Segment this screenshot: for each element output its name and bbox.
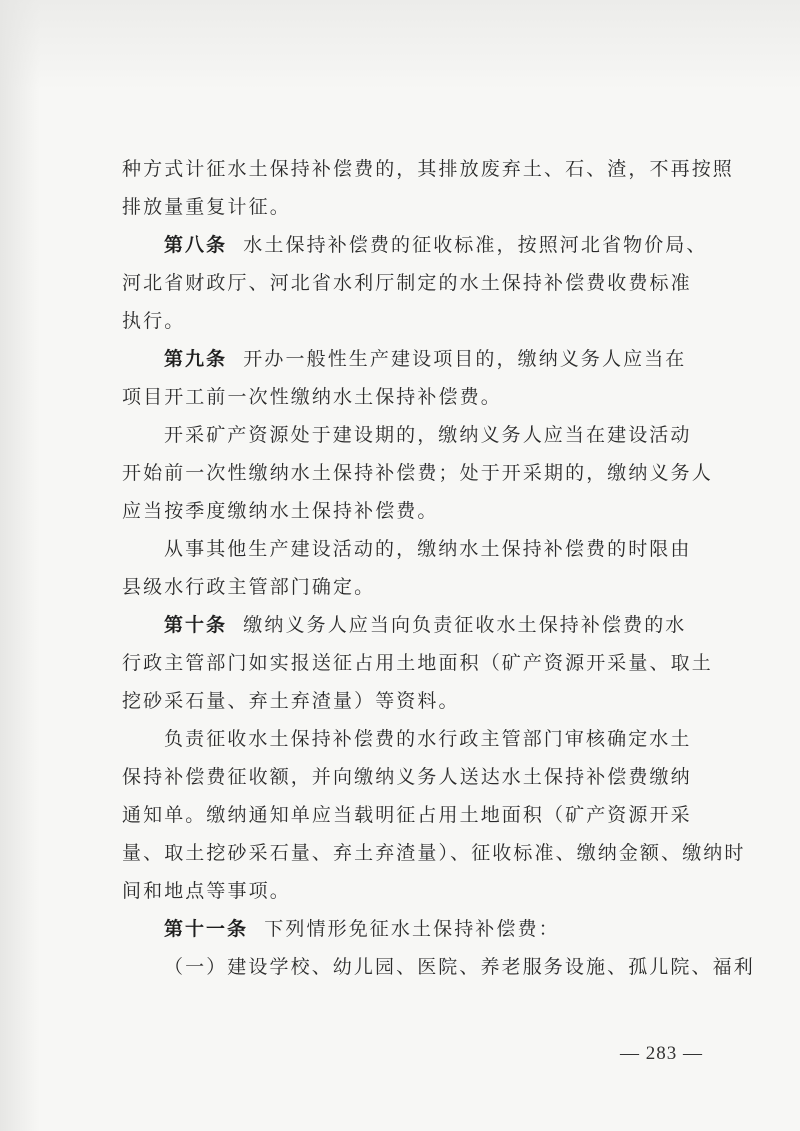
text-line: 间和地点等事项。	[122, 880, 291, 902]
article-number: 第九条	[164, 348, 228, 370]
article-text: 缴纳义务人应当向负责征收水土保持补偿费的水	[243, 614, 687, 636]
paragraph-start-line: 负责征收水土保持补偿费的水行政主管部门审核确定水土	[164, 728, 692, 750]
article-number: 第十一条	[164, 918, 249, 940]
scan-shadow-top	[0, 0, 800, 90]
text-line: 开始前一次性缴纳水土保持补偿费；处于开采期的，缴纳义务人	[122, 462, 713, 484]
text-line: 挖砂采石量、弃土弃渣量）等资料。	[122, 690, 460, 712]
text-line: 排放量重复计征。	[122, 196, 291, 218]
page-number: — 283 —	[620, 1043, 703, 1064]
paragraph-start-line: 开采矿产资源处于建设期的，缴纳义务人应当在建设活动	[164, 424, 692, 446]
text-line: 项目开工前一次性缴纳水土保持补偿费。	[122, 386, 502, 408]
text-line: 河北省财政厅、河北省水利厅制定的水土保持补偿费收费标准	[122, 272, 692, 294]
text-line: 量、取土挖砂采石量、弃土弃渣量）、征收标准、缴纳金额、缴纳时	[122, 842, 746, 864]
text-line: 执行。	[122, 310, 186, 332]
text-line: 种方式计征水土保持补偿费的，其排放废弃土、石、渣，不再按照	[122, 158, 734, 180]
article-8-heading-line	[122, 226, 708, 264]
text-line: 保持补偿费征收额，并向缴纳义务人送达水土保持补偿费缴纳	[122, 766, 692, 788]
list-item-line: （一）建设学校、幼儿园、医院、养老服务设施、孤儿院、福利	[164, 956, 755, 978]
scan-shadow-left	[0, 0, 40, 1131]
article-10-heading-line	[122, 606, 687, 644]
article-11-heading-line	[122, 910, 682, 948]
article-text: 开办一般性生产建设项目的，缴纳义务人应当在	[243, 348, 687, 370]
article-text: 下列情形免征水土保持补偿费：	[264, 918, 560, 940]
text-line: 应当按季度缴纳水土保持补偿费。	[122, 500, 439, 522]
article-number: 第十条	[164, 614, 228, 636]
text-line: 通知单。缴纳通知单应当载明征占用土地面积（矿产资源开采	[122, 804, 692, 826]
text-line: 行政主管部门如实报送征占用土地面积（矿产资源开采量、取土	[122, 652, 713, 674]
regulation-text	[122, 150, 755, 986]
text-line: 县级水行政主管部门确定。	[122, 576, 376, 598]
article-text: 水土保持补偿费的征收标准，按照河北省物价局、	[243, 234, 708, 256]
article-number: 第八条	[164, 234, 228, 256]
paragraph-start-line: 从事其他生产建设活动的，缴纳水土保持补偿费的时限由	[164, 538, 692, 560]
article-9-heading-line	[122, 340, 687, 378]
